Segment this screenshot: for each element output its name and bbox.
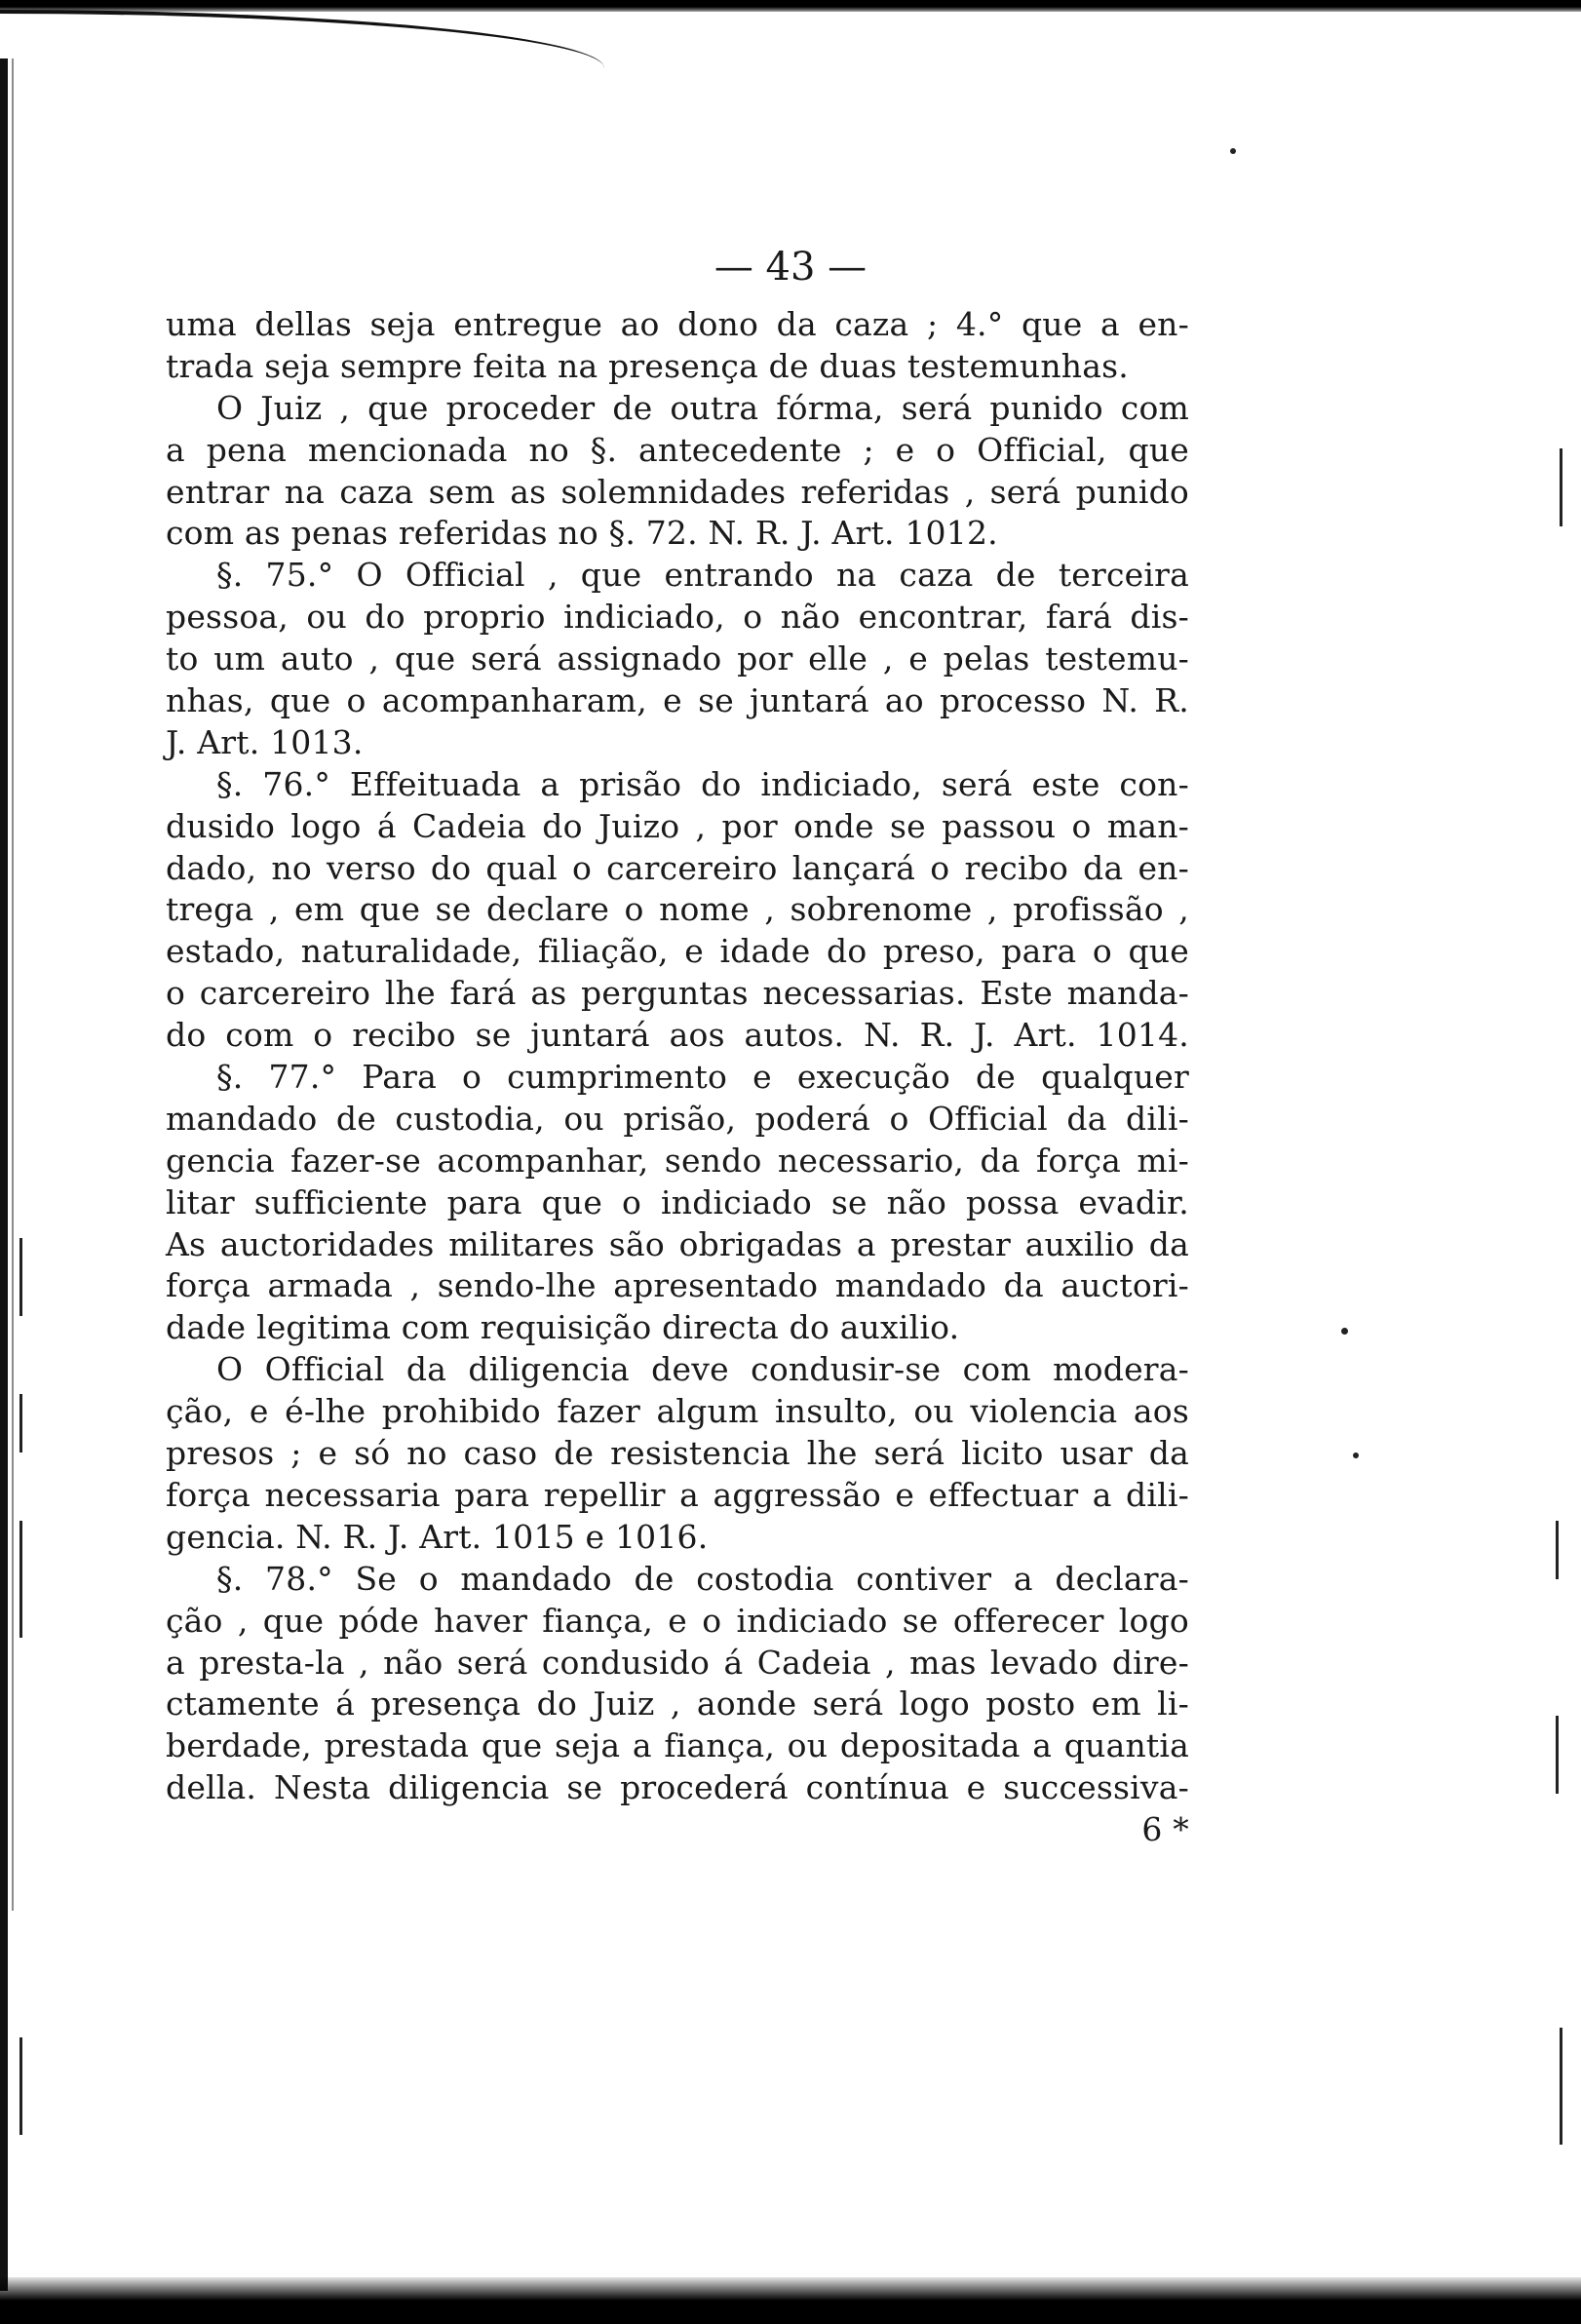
text-line: O Official da diligencia deve condusir-se com modera-: [216, 1350, 1189, 1389]
text-line: trega , em que se declare o nome , sobrenome , profissão ,: [166, 890, 1189, 929]
text-line: gencia. N. R. J. Art. 1015 e 1016.: [166, 1517, 709, 1556]
text-line: mandado de custodia, ou prisão, poderá o Official da dili-: [166, 1099, 1189, 1138]
page-number-header: — 43 —: [713, 245, 868, 290]
text-line: berdade, prestada que seja a fiança, ou depositada a quantia: [166, 1726, 1189, 1765]
scan-edge-top: [0, 0, 1581, 12]
scan-edge-bottom: [0, 2277, 1581, 2324]
scan-mark: [1560, 448, 1562, 526]
scan-edge-curve: [0, 10, 604, 72]
scan-mark: [19, 1238, 22, 1316]
text-line: As auctoridades militares são obrigadas a prestar auxilio da: [166, 1224, 1189, 1263]
text-line: §. 76.° Effeituada a prisão do indiciado, será este con-: [216, 764, 1189, 803]
text-line: a pena mencionada no §. antecedente ; e o Official, que: [166, 430, 1189, 469]
text-line: ção , que póde haver fiança, e o indiciado se offerecer logo: [166, 1601, 1189, 1640]
text-line: entrar na caza sem as solemnidades referidas , será punido: [166, 472, 1189, 511]
scan-mark: [1560, 2028, 1562, 2145]
scan-mark: [1556, 1521, 1559, 1579]
text-line: della. Nesta diligencia se procederá contínua e successiva-: [166, 1768, 1189, 1807]
text-line: uma dellas seja entregue ao dono da caza ; 4.° que a en-: [166, 305, 1189, 343]
text-line: do com o recibo se juntará aos autos. N. R. J. Art. 1014.: [166, 1016, 1189, 1055]
body-text: [166, 304, 1189, 1809]
text-line: dusido logo á Cadeia do Juizo , por onde se passou o man-: [166, 806, 1189, 845]
text-line: presos ; e só no caso de resistencia lhe será licito usar da: [166, 1434, 1189, 1473]
text-line: força necessaria para repellir a aggressão e effectuar a dili-: [166, 1475, 1189, 1514]
text-line: com as penas referidas no §. 72. N. R. J. Art. 1012.: [166, 514, 998, 553]
text-line: dado, no verso do qual o carcereiro lançará o recibo da en-: [166, 848, 1189, 887]
text-line: nhas, que o acompanharam, e se juntará ao processo N. R.: [166, 681, 1189, 720]
scan-speck: [1353, 1452, 1359, 1458]
scan-mark: [19, 1521, 22, 1638]
text-line: força armada , sendo-lhe apresentado mandado da auctori-: [166, 1266, 1189, 1305]
scan-edge-left: [0, 58, 8, 2291]
scan-mark: [1556, 1716, 1559, 1794]
text-line: pessoa, ou do proprio indiciado, o não encontrar, fará dis-: [166, 598, 1189, 637]
text-line: dade legitima com requisição directa do auxilio.: [166, 1308, 960, 1347]
scan-mark: [19, 1394, 22, 1452]
text-line: litar sufficiente para que o indiciado se não possa evadir.: [166, 1182, 1189, 1221]
text-line: trada seja sempre feita na presença de duas testemunhas.: [166, 346, 1129, 385]
text-line: ctamente á presença do Juiz , aonde será logo posto em li-: [166, 1685, 1189, 1724]
text-line: to um auto , que será assignado por elle , e pelas testemu-: [166, 639, 1189, 678]
text-line: §. 75.° O Official , que entrando na caza de terceira: [216, 556, 1189, 595]
text-line: §. 77.° Para o cumprimento e execução de qualquer: [216, 1058, 1189, 1097]
text-line: o carcereiro lhe fará as perguntas necessarias. Este manda-: [166, 974, 1189, 1013]
text-line: §. 78.° Se o mandado de costodia contiver a declara-: [216, 1559, 1189, 1598]
signature-mark: 6 *: [1141, 1810, 1189, 1848]
scan-speck: [1341, 1328, 1348, 1335]
scan-mark: [19, 2037, 22, 2135]
text-line: a presta-la , não será condusido á Cadeia , mas levado dire-: [166, 1643, 1189, 1682]
text-line: ção, e é-lhe prohibido fazer algum insulto, ou violencia aos: [166, 1392, 1189, 1431]
text-line: estado, naturalidade, filiação, e idade do preso, para o que: [166, 932, 1189, 971]
text-line: O Juiz , que proceder de outra fórma, será punido com: [216, 388, 1189, 427]
scan-edge-left-thin: [12, 58, 14, 1911]
text-line: gencia fazer-se acompanhar, sendo necessario, da força mi-: [166, 1141, 1189, 1180]
scan-speck: [1230, 148, 1236, 154]
text-line: J. Art. 1013.: [166, 722, 364, 761]
